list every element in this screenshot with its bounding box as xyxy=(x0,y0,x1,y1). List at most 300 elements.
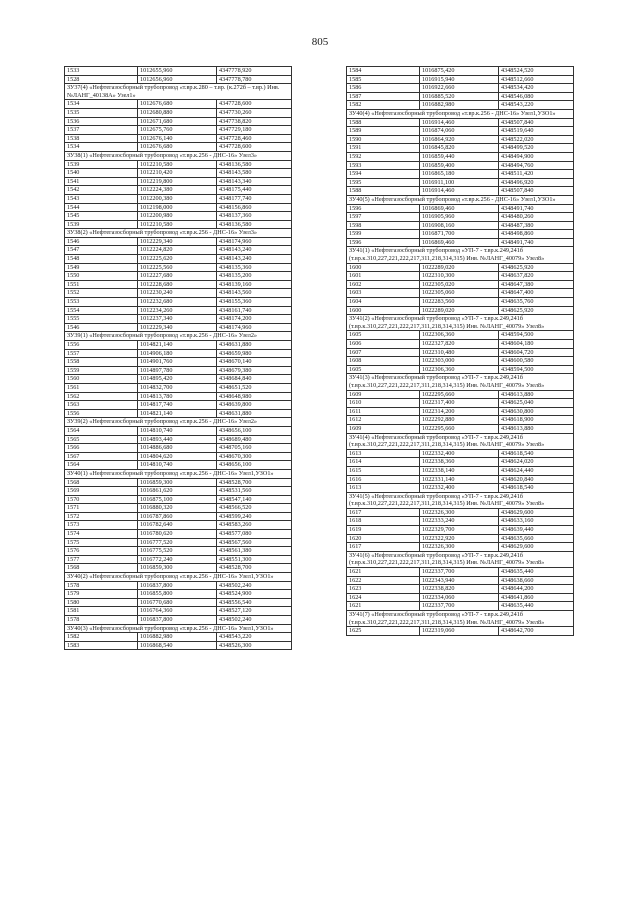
point-number: 1594 xyxy=(347,170,420,179)
coordinate-row xyxy=(65,349,292,358)
point-number: 1545 xyxy=(65,212,138,221)
coord-x: 1012676,680 xyxy=(138,100,217,109)
point-number: 1588 xyxy=(347,187,420,196)
coord-x: 1012229,340 xyxy=(138,237,217,246)
point-number: 1596 xyxy=(347,238,420,247)
coord-x: 1014897,780 xyxy=(138,366,217,375)
point-number: 1620 xyxy=(347,534,420,543)
coordinate-row xyxy=(347,534,574,543)
point-number: 1625 xyxy=(347,627,420,636)
coord-y: 4348647,380 xyxy=(499,280,574,289)
point-number: 1557 xyxy=(65,349,138,358)
coord-x: 1012200,980 xyxy=(138,212,217,221)
point-number: 1609 xyxy=(347,390,420,399)
coord-x: 1022333,240 xyxy=(420,517,499,526)
coord-x: 1014893,440 xyxy=(138,435,217,444)
coord-y: 4348527,120 xyxy=(217,607,292,616)
coord-x: 1016908,160 xyxy=(420,221,499,230)
coord-y: 4348512,660 xyxy=(499,75,574,84)
coord-x: 1012655,960 xyxy=(138,67,217,76)
coord-x: 1016859,300 xyxy=(138,564,217,573)
coord-x: 1022337,700 xyxy=(420,602,499,611)
coord-x: 1022332,400 xyxy=(420,449,499,458)
coordinate-row xyxy=(347,101,574,110)
coord-y: 4348556,540 xyxy=(217,598,292,607)
point-number: 1538 xyxy=(65,134,138,143)
coordinate-row xyxy=(347,263,574,272)
coordinate-row xyxy=(347,508,574,517)
coord-x: 1014895,420 xyxy=(138,375,217,384)
point-number: 1534 xyxy=(65,143,138,152)
coordinate-row xyxy=(65,246,292,255)
coord-y: 4348502,240 xyxy=(217,581,292,590)
coord-y: 4348155,360 xyxy=(217,298,292,307)
coord-y: 4348561,380 xyxy=(217,547,292,556)
coord-y: 4348524,520 xyxy=(499,67,574,76)
point-number: 1618 xyxy=(347,517,420,526)
point-number: 1582 xyxy=(65,633,138,642)
point-number: 1528 xyxy=(65,75,138,84)
coord-y: 4348705,160 xyxy=(217,444,292,453)
parcel-header-row xyxy=(347,433,574,449)
coord-x: 1012675,760 xyxy=(138,126,217,135)
coord-x: 1014886,680 xyxy=(138,444,217,453)
coordinate-row xyxy=(347,348,574,357)
point-number: 1611 xyxy=(347,407,420,416)
coord-y: 4348625,040 xyxy=(499,399,574,408)
point-number: 1617 xyxy=(347,508,420,517)
coord-y: 4348135,360 xyxy=(217,263,292,272)
coord-y: 4348567,560 xyxy=(217,538,292,547)
coord-x: 1022303,000 xyxy=(420,357,499,366)
point-number: 1612 xyxy=(347,416,420,425)
parcel-title: ЗУ39(2) «Нефтегазосборный трубопровод «т.вр.к.256 - ДНС-16» Узел2» xyxy=(65,418,292,427)
coord-x: 1012224,380 xyxy=(138,186,217,195)
coordinate-row xyxy=(65,289,292,298)
point-number: 1604 xyxy=(347,298,420,307)
coord-y: 4348491,740 xyxy=(499,238,574,247)
coord-y: 4348659,980 xyxy=(217,349,292,358)
parcel-title: ЗУ41(5) «Нефтегазосборный трубопровод «УП-7 - т.вр.к.249,241б (т.вр.к.310,227,221,222,217,311,218,314,315) Инв. №ЛАНГ_40079» Узел8» xyxy=(347,492,574,508)
coordinate-row xyxy=(347,204,574,213)
parcel-header-row xyxy=(347,374,574,390)
coord-y: 4348528,700 xyxy=(217,478,292,487)
coord-x: 1022289,020 xyxy=(420,306,499,315)
point-number: 1576 xyxy=(65,547,138,556)
parcel-title: ЗУ41(2) «Нефтегазосборный трубопровод «УП-7 - т.вр.к.249,241б (т.вр.к.310,227,221,222,217,311,218,314,315) Инв. №ЛАНГ_40079» Узел8» xyxy=(347,315,574,331)
coord-y: 4348531,560 xyxy=(217,487,292,496)
coord-x: 1016764,360 xyxy=(138,607,217,616)
coord-x: 1012225,620 xyxy=(138,255,217,264)
coord-y: 4348496,920 xyxy=(499,178,574,187)
coord-y: 4348174,960 xyxy=(217,237,292,246)
coord-x: 1016855,800 xyxy=(138,590,217,599)
point-number: 1585 xyxy=(347,75,420,84)
parcel-header-row xyxy=(347,195,574,204)
coord-y: 4348519,640 xyxy=(499,127,574,136)
parcel-header-row xyxy=(65,573,292,582)
point-number: 1558 xyxy=(65,358,138,367)
coord-x: 1022337,700 xyxy=(420,568,499,577)
coordinate-row xyxy=(347,627,574,636)
point-number: 1554 xyxy=(65,306,138,315)
coord-x: 1016911,100 xyxy=(420,178,499,187)
point-number: 1568 xyxy=(65,564,138,573)
coord-x: 1022338,820 xyxy=(420,585,499,594)
coord-y: 4348547,140 xyxy=(217,495,292,504)
point-number: 1534 xyxy=(65,100,138,109)
coord-y: 4348629,600 xyxy=(499,543,574,552)
point-number: 1556 xyxy=(65,341,138,350)
point-number: 1581 xyxy=(65,607,138,616)
coord-x: 1022295,660 xyxy=(420,390,499,399)
coordinate-row xyxy=(65,409,292,418)
coord-x: 1012656,960 xyxy=(138,75,217,84)
coord-y: 4348524,900 xyxy=(217,590,292,599)
coordinate-row xyxy=(65,143,292,152)
coord-x: 1016880,320 xyxy=(138,504,217,513)
coord-x: 1016869,460 xyxy=(420,238,499,247)
coordinate-row xyxy=(347,475,574,484)
coordinate-row xyxy=(347,424,574,433)
coord-y: 4348679,380 xyxy=(217,366,292,375)
coord-x: 1012210,580 xyxy=(138,160,217,169)
point-number: 1546 xyxy=(65,237,138,246)
point-number: 1577 xyxy=(65,555,138,564)
coord-x: 1014821,140 xyxy=(138,341,217,350)
coordinate-row xyxy=(347,289,574,298)
coordinate-row xyxy=(65,117,292,126)
coordinate-row xyxy=(347,67,574,76)
coord-y: 4348624,440 xyxy=(499,466,574,475)
coord-x: 1016837,800 xyxy=(138,581,217,590)
coord-y: 4348528,700 xyxy=(217,564,292,573)
point-number: 1590 xyxy=(347,135,420,144)
coord-x: 1012210,420 xyxy=(138,169,217,178)
point-number: 1615 xyxy=(347,466,420,475)
coordinate-row xyxy=(65,426,292,435)
parcel-title: ЗУ39(1) «Нефтегазосборный трубопровод «т.вр.к.256 - ДНС-16» Узел2» xyxy=(65,332,292,341)
coord-x: 1016859,300 xyxy=(138,478,217,487)
point-number: 1591 xyxy=(347,144,420,153)
coordinate-row xyxy=(347,399,574,408)
parcel-header-row xyxy=(347,247,574,263)
coord-y: 4348534,420 xyxy=(499,84,574,93)
coordinate-row xyxy=(347,390,574,399)
coordinate-row xyxy=(347,416,574,425)
coordinate-row xyxy=(347,365,574,374)
parcel-header-row xyxy=(65,624,292,633)
point-number: 1600 xyxy=(347,306,420,315)
coordinate-row xyxy=(347,340,574,349)
coord-y: 4348684,840 xyxy=(217,375,292,384)
coord-x: 1022317,400 xyxy=(420,399,499,408)
coord-y: 4348620,840 xyxy=(499,475,574,484)
coord-y: 4348630,800 xyxy=(499,407,574,416)
coordinate-row xyxy=(347,92,574,101)
coord-y: 4348639,440 xyxy=(499,526,574,535)
coord-x: 1016775,520 xyxy=(138,547,217,556)
coordinate-row xyxy=(65,169,292,178)
coordinate-row xyxy=(347,75,574,84)
coordinate-row xyxy=(65,280,292,289)
coordinate-row xyxy=(347,357,574,366)
coordinate-row xyxy=(65,186,292,195)
parcel-title: ЗУ38(2) «Нефтегазосборный трубопровод «т.вр.к.256 - ДНС-16» Узел3» xyxy=(65,229,292,238)
point-number: 1537 xyxy=(65,126,138,135)
point-number: 1551 xyxy=(65,280,138,289)
coordinate-row xyxy=(65,237,292,246)
point-number: 1562 xyxy=(65,392,138,401)
parcel-title: ЗУ38(1) «Нефтегазосборный трубопровод «т.вр.к.256 - ДНС-16» Узел3» xyxy=(65,151,292,160)
coord-x: 1016845,820 xyxy=(420,144,499,153)
coord-y: 4348543,220 xyxy=(499,101,574,110)
point-number: 1608 xyxy=(347,357,420,366)
coord-y: 4348613,880 xyxy=(499,390,574,399)
coord-y: 4348498,860 xyxy=(499,230,574,239)
point-number: 1602 xyxy=(347,280,420,289)
coordinate-row xyxy=(65,538,292,547)
parcel-title: ЗУ40(5) «Нефтегазосборный трубопровод «т.вр.к.256 - ДНС-16» Узел1,УЗО1» xyxy=(347,195,574,204)
coordinate-row xyxy=(65,444,292,453)
coord-x: 1016868,540 xyxy=(138,641,217,650)
point-number: 1567 xyxy=(65,452,138,461)
parcel-title: ЗУ41(1) «Нефтегазосборный трубопровод «УП-7 - т.вр.к.249,241б (т.вр.к.310,227,221,222,217,311,218,314,315) Инв. №ЛАНГ_40079» Узел8» xyxy=(347,247,574,263)
point-number: 1540 xyxy=(65,169,138,178)
point-number: 1570 xyxy=(65,495,138,504)
point-number: 1595 xyxy=(347,178,420,187)
coord-y: 4348136,580 xyxy=(217,220,292,229)
point-number: 1548 xyxy=(65,255,138,264)
coord-y: 4348637,820 xyxy=(499,272,574,281)
parcel-title: ЗУ41(6) «Нефтегазосборный трубопровод «УП-7 - т.вр.к.249,241б (т.вр.к.310,227,221,222,217,311,218,314,315) Инв. №ЛАНГ_40079» Узел8» xyxy=(347,551,574,567)
coordinate-row xyxy=(65,581,292,590)
coordinate-row xyxy=(65,203,292,212)
coordinate-row xyxy=(65,177,292,186)
parcel-header-row xyxy=(347,611,574,627)
coord-y: 4348136,580 xyxy=(217,160,292,169)
coord-x: 1016859,400 xyxy=(420,161,499,170)
coordinate-row xyxy=(347,449,574,458)
coordinate-row xyxy=(65,100,292,109)
coordinate-row xyxy=(347,280,574,289)
point-number: 1609 xyxy=(347,424,420,433)
coord-x: 1016874,060 xyxy=(420,127,499,136)
point-number: 1569 xyxy=(65,487,138,496)
coord-y: 4348656,100 xyxy=(217,461,292,470)
parcel-title: ЗУ37(4) «Нефтегазосборный трубопровод «т.вр.к.280 – т.вр. (к.272б – т.вр.) Инв. №ЛАНГ_40138А» Узел1» xyxy=(65,84,292,100)
coordinate-row xyxy=(65,547,292,556)
coord-y: 4348499,520 xyxy=(499,144,574,153)
coord-x: 1014810,740 xyxy=(138,426,217,435)
coordinate-row xyxy=(65,134,292,143)
coord-y: 4348625,920 xyxy=(499,263,574,272)
point-number: 1607 xyxy=(347,348,420,357)
coord-y: 4348480,260 xyxy=(499,213,574,222)
parcel-title: ЗУ41(7) «Нефтегазосборный трубопровод «УП-7 - т.вр.к.249,241б (т.вр.к.310,227,221,222,217,311,218,314,315) Инв. №ЛАНГ_40079» Узел8» xyxy=(347,611,574,627)
coord-y: 4348656,100 xyxy=(217,426,292,435)
point-number: 1560 xyxy=(65,375,138,384)
point-number: 1621 xyxy=(347,568,420,577)
coord-x: 1012210,580 xyxy=(138,220,217,229)
coordinates-table-body-left xyxy=(65,67,292,650)
coordinate-row xyxy=(65,375,292,384)
coord-y: 4348629,600 xyxy=(499,508,574,517)
coord-x: 1022331,140 xyxy=(420,475,499,484)
coord-x: 1016864,920 xyxy=(420,135,499,144)
coord-x: 1016772,240 xyxy=(138,555,217,564)
point-number: 1593 xyxy=(347,161,420,170)
point-number: 1552 xyxy=(65,289,138,298)
coord-x: 1022327,820 xyxy=(420,340,499,349)
point-number: 1624 xyxy=(347,593,420,602)
coordinate-row xyxy=(65,194,292,203)
coord-y: 4348507,840 xyxy=(499,118,574,127)
coord-x: 1012680,880 xyxy=(138,108,217,117)
coordinate-row xyxy=(347,84,574,93)
coord-y: 4348651,520 xyxy=(217,383,292,392)
point-number: 1600 xyxy=(347,263,420,272)
coord-y: 4348494,900 xyxy=(499,152,574,161)
coordinate-row xyxy=(65,564,292,573)
coord-x: 1022329,700 xyxy=(420,526,499,535)
point-number: 1536 xyxy=(65,117,138,126)
coord-x: 1012198,000 xyxy=(138,203,217,212)
coord-y: 4347728,600 xyxy=(217,100,292,109)
coordinates-table-body-right xyxy=(347,67,574,636)
coordinate-row xyxy=(347,238,574,247)
coord-x: 1022332,400 xyxy=(420,484,499,493)
coordinate-row xyxy=(347,526,574,535)
coord-x: 1016865,180 xyxy=(420,170,499,179)
point-number: 1541 xyxy=(65,177,138,186)
coord-x: 1012237,340 xyxy=(138,315,217,324)
point-number: 1533 xyxy=(65,67,138,76)
point-number: 1622 xyxy=(347,576,420,585)
coord-y: 4348631,880 xyxy=(217,409,292,418)
coord-x: 1012676,680 xyxy=(138,143,217,152)
coord-x: 1022319,060 xyxy=(420,627,499,636)
coordinate-row xyxy=(347,331,574,340)
coordinate-row xyxy=(65,641,292,650)
parcel-title: ЗУ41(4) «Нефтегазосборный трубопровод «УП-7 - т.вр.к.249,241б (т.вр.к.310,227,221,222,217,311,218,314,315) Инв. №ЛАНГ_40079» Узел8» xyxy=(347,433,574,449)
coordinate-row xyxy=(65,495,292,504)
coordinate-row xyxy=(65,452,292,461)
point-number: 1605 xyxy=(347,331,420,340)
coordinate-row xyxy=(65,75,292,84)
coord-x: 1016861,620 xyxy=(138,487,217,496)
point-number: 1547 xyxy=(65,246,138,255)
coordinate-row xyxy=(65,512,292,521)
coord-y: 4348143,560 xyxy=(217,289,292,298)
coordinate-row xyxy=(65,108,292,117)
coordinate-row xyxy=(347,178,574,187)
point-number: 1596 xyxy=(347,204,420,213)
point-number: 1535 xyxy=(65,108,138,117)
coordinate-row xyxy=(347,135,574,144)
coord-y: 4348641,860 xyxy=(499,593,574,602)
point-number: 1539 xyxy=(65,160,138,169)
point-number: 1613 xyxy=(347,484,420,493)
coord-y: 4348644,200 xyxy=(499,585,574,594)
point-number: 1589 xyxy=(347,127,420,136)
point-number: 1617 xyxy=(347,543,420,552)
point-number: 1619 xyxy=(347,526,420,535)
point-number: 1623 xyxy=(347,585,420,594)
coord-y: 4348604,720 xyxy=(499,348,574,357)
parcel-header-row xyxy=(65,418,292,427)
coordinate-row xyxy=(347,144,574,153)
coord-x: 1022314,200 xyxy=(420,407,499,416)
coord-x: 1016914,460 xyxy=(420,118,499,127)
coord-y: 4348599,240 xyxy=(217,512,292,521)
parcel-title: ЗУ40(4) «Нефтегазосборный трубопровод «т.вр.к.256 - ДНС-16» Узел1,УЗО1» xyxy=(347,109,574,118)
coord-y: 4348689,480 xyxy=(217,435,292,444)
parcel-header-row xyxy=(65,84,292,100)
point-number: 1616 xyxy=(347,475,420,484)
parcel-title: ЗУ41(3) «Нефтегазосборный трубопровод «УП-7 - т.вр.к.249,241б (т.вр.к.310,227,221,222,217,311,218,314,315) Инв. №ЛАНГ_40079» Узел8» xyxy=(347,374,574,390)
coordinate-row xyxy=(65,298,292,307)
point-number: 1584 xyxy=(347,67,420,76)
coord-x: 1014804,620 xyxy=(138,452,217,461)
coord-y: 4348618,900 xyxy=(499,416,574,425)
coord-y: 4348635,660 xyxy=(499,534,574,543)
point-number: 1539 xyxy=(65,220,138,229)
coordinate-row xyxy=(65,392,292,401)
parcel-header-row xyxy=(347,315,574,331)
coord-x: 1022289,020 xyxy=(420,263,499,272)
parcel-header-row xyxy=(65,469,292,478)
coordinate-row xyxy=(347,593,574,602)
coordinate-row xyxy=(347,272,574,281)
point-number: 1598 xyxy=(347,221,420,230)
coord-y: 4348639,800 xyxy=(217,401,292,410)
coordinate-row xyxy=(347,458,574,467)
point-number: 1597 xyxy=(347,213,420,222)
coord-x: 1014821,140 xyxy=(138,409,217,418)
coordinate-row xyxy=(65,263,292,272)
coordinate-row xyxy=(347,407,574,416)
coord-x: 1012232,680 xyxy=(138,298,217,307)
coord-x: 1012224,820 xyxy=(138,246,217,255)
point-number: 1555 xyxy=(65,315,138,324)
parcel-title: ЗУ40(2) «Нефтегазосборный трубопровод «т.вр.к.256 - ДНС-16» Узел1,УЗО1» xyxy=(65,573,292,582)
coordinate-row xyxy=(347,221,574,230)
coord-y: 4348577,080 xyxy=(217,530,292,539)
coordinate-row xyxy=(347,568,574,577)
coord-y: 4348600,580 xyxy=(499,357,574,366)
coord-y: 4348502,240 xyxy=(217,616,292,625)
coord-x: 1012228,680 xyxy=(138,280,217,289)
coord-y: 4348551,300 xyxy=(217,555,292,564)
coord-y: 4348139,160 xyxy=(217,280,292,289)
coord-y: 4348624,020 xyxy=(499,458,574,467)
coordinate-row xyxy=(347,152,574,161)
coordinate-row xyxy=(65,435,292,444)
coord-y: 4348507,840 xyxy=(499,187,574,196)
coord-y: 4348143,240 xyxy=(217,246,292,255)
coord-y: 4348174,200 xyxy=(217,315,292,324)
coordinate-row xyxy=(65,358,292,367)
coord-x: 1014813,780 xyxy=(138,392,217,401)
coordinate-row xyxy=(65,212,292,221)
coord-y: 4348487,380 xyxy=(499,221,574,230)
parcel-header-row xyxy=(347,551,574,567)
point-number: 1579 xyxy=(65,590,138,599)
point-number: 1564 xyxy=(65,461,138,470)
coord-x: 1016914,460 xyxy=(420,187,499,196)
parcel-header-row xyxy=(65,332,292,341)
